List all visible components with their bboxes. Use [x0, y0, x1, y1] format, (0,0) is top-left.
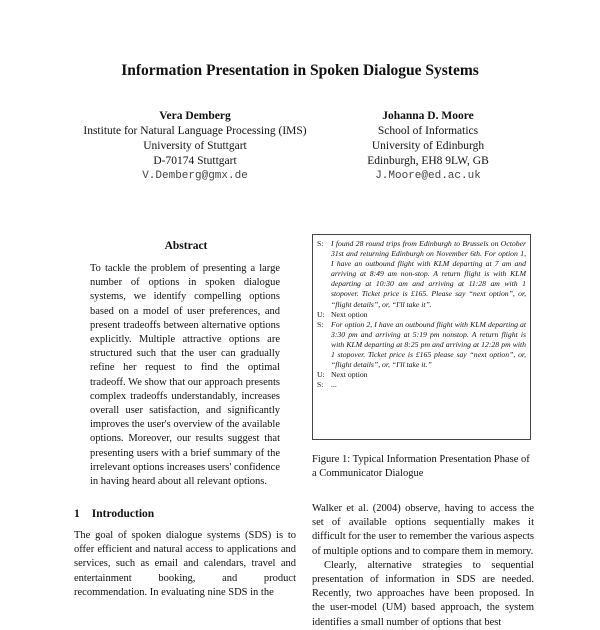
- user-utterance: Next option: [331, 309, 368, 319]
- system-utterance: For option 2, I have an outbound flight with KLM departing at 3:30 pm and arriving at 5:19 pm nonstop. A return flight is with KLM departing at 8:25 pm and arriving at 12:28 pm with 1 stopover. Ticket price is £165 please say “next option”, or, “flight details”, or, “I'll take it.”: [331, 319, 526, 370]
- author-affiliation: University of Edinburgh: [371, 140, 485, 152]
- paper-title: Information Presentation in Spoken Dialogue Systems: [121, 62, 479, 79]
- dialogue-line: [317, 380, 526, 390]
- author-affiliation: School of Informatics: [377, 125, 479, 137]
- author-name: Vera Demberg: [159, 110, 231, 122]
- author-email: J.Moore@ed.ac.uk: [375, 170, 481, 182]
- system-utterance: I found 28 round trips from Edinburgh to Brussels on October 31st and returning Edinburgh on November 6th. For option 1, I have an outbound flight with KLM departing at 7 am and arriving at 8:49 am non-stop. A return flight is with KLM departing at 10:30 am and arriving at 11:28 am with 1 stopover. Ticket price is £165. Please say “next option”, or, “flight details”, or, “I'll take it”.: [331, 239, 526, 309]
- speaker-label: U:: [317, 370, 325, 380]
- section-number: 1: [74, 508, 80, 520]
- speaker-label: S:: [317, 239, 324, 248]
- author-email: V.Demberg@gmx.de: [142, 170, 248, 182]
- author-affiliation: Institute for Natural Language Processing (IMS): [83, 125, 307, 137]
- author-block: [328, 109, 528, 184]
- speaker-label: U:: [317, 309, 325, 319]
- author-affiliation: University of Stuttgart: [143, 140, 247, 152]
- paragraph: Walker et al. (2004) observe, having to access the set of available options sequentially makes it difficult for the user to remember the various aspects of multiple options and to compare them in memory.: [312, 503, 534, 557]
- figure-dialogue-box: [312, 234, 531, 440]
- dialogue-line: [317, 239, 526, 310]
- author-block: [74, 109, 316, 184]
- abstract-text: To tackle the problem of presenting a large number of options in spoken dialogue systems, we identify compelling options based on a model of user preferences, and present tradeoffs between alternative options explicitly. Multiple attractive options are structured such that the user can gradually refine her request to find the optimal tradeoff. We show that our approach presents complex tradeoffs understandably, increases overall user satisfaction, and significantly improves the user's overview of the available options. Moreover, our results suggest that presenting users with a brief summary of the irrelevant options increases users' confidence in having heard about all relevant options.: [90, 263, 280, 488]
- right-column-text: [312, 502, 534, 630]
- dialogue-line: [317, 320, 526, 370]
- author-affiliation: D-70174 Stuttgart: [153, 155, 237, 167]
- figure-caption: Figure 1: Typical Information Presentation Phase of a Communicator Dialogue: [312, 454, 530, 479]
- system-utterance: ...: [331, 380, 337, 390]
- abstract-heading: Abstract: [164, 240, 208, 252]
- author-affiliation: Edinburgh, EH8 9LW, GB: [367, 155, 489, 167]
- dialogue-line: [317, 310, 526, 320]
- section-heading: [74, 508, 154, 520]
- paragraph: Clearly, alternative strategies to sequential presentation of information in SDS are needed. Recently, two approaches have been proposed. In the user-model (UM) based approach, the system identifies a small number of options that best: [312, 559, 534, 628]
- speaker-label: S:: [317, 319, 324, 329]
- author-name: Johanna D. Moore: [382, 110, 474, 122]
- section-title: Introduction: [91, 508, 155, 520]
- introduction-text: The goal of spoken dialogue systems (SDS) is to offer efficient and natural access to applications and services, such as email and calendars, travel and entertainment booking, and product recommendation. In evaluating nine SDS in the: [74, 530, 296, 598]
- user-utterance: Next option: [331, 370, 368, 380]
- speaker-label: S:: [317, 380, 324, 390]
- dialogue-line: [317, 370, 526, 380]
